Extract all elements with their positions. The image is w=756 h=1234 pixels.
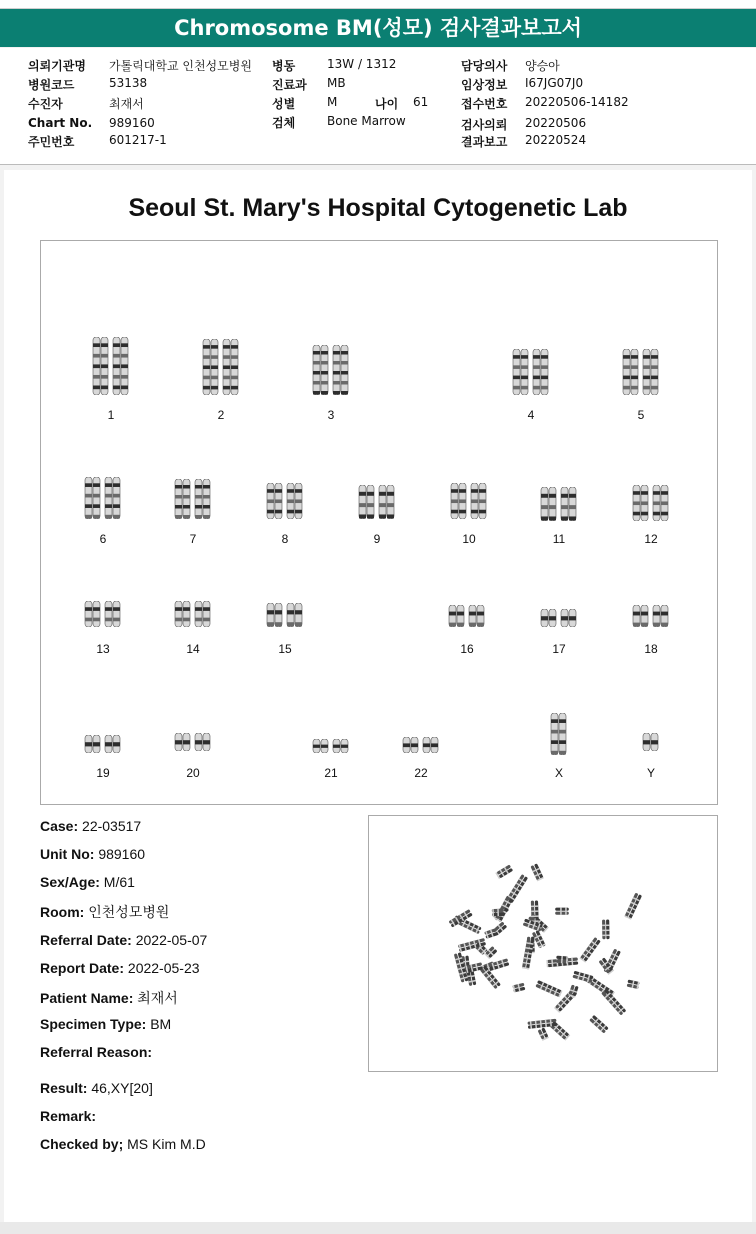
chromosome-number: 13 [96,642,110,656]
chromosome-number: 12 [644,532,658,546]
chromosome-number: 6 [99,532,107,546]
chromosome-pair-12 [621,485,681,546]
chromosome-image [631,605,671,627]
chromosome-number: 19 [96,766,110,780]
case-field-label: Remark: [40,1108,97,1124]
chromosome-pair-5 [611,349,671,422]
info-value: 989160 [109,116,155,130]
case-field-value: MS Kim M.D [123,1136,206,1152]
chromosome-image [539,609,579,627]
chromosome-pair-2 [191,339,251,422]
chromosome-image [83,601,123,627]
case-field-label: Sex/Age: [40,874,100,890]
chromosome-pair-7 [163,479,223,546]
chromosome-pair-1 [81,337,141,422]
case-field-label: Result: [40,1080,88,1096]
case-field-value: 인천성모병원 [84,904,170,920]
chromosome-image [539,487,579,521]
info-label: 진료과 [272,78,307,92]
metaphase-image-panel [368,815,718,1072]
case-field-value: 최재서 [133,990,178,1006]
info-value: 61 [413,95,429,109]
chromosome-number: 21 [324,766,338,780]
info-label: 병원코드 [28,78,75,92]
info-value: 53138 [109,76,148,90]
chromosome-pair-14 [163,601,223,656]
info-value: MB [327,76,346,90]
chromosome-image [511,349,551,395]
info-value: 13W / 1312 [327,57,397,71]
chromosome-image [311,739,351,753]
case-field-value: 2022-05-07 [131,932,208,948]
chromosome-number: 22 [414,766,428,780]
chromosome-number: 4 [527,408,535,422]
chromosome-number: 14 [186,642,200,656]
chromosome-number: 7 [189,532,197,546]
info-label: 담당의사 [461,59,508,73]
info-value: 가톨릭대학교 인천성모병원 [109,59,252,73]
chromosome-image [83,477,123,519]
case-field [40,874,135,890]
chromosome-number: 17 [552,642,566,656]
info-label: 접수번호 [461,97,508,111]
chromosome-pair-13 [73,601,133,656]
chromosome-pair-8 [255,483,315,546]
chromosome-image [265,483,305,519]
info-value: 양승아 [525,59,560,73]
case-field-label: Checked by; [40,1136,124,1152]
chromosome-number: 16 [460,642,474,656]
chromosome-number: 9 [373,532,381,546]
info-value: 20220506 [525,116,587,130]
info-value: 20220524 [525,133,587,147]
report-banner: Chromosome BM(성모) 검사결과보고서 [0,9,756,47]
chromosome-pair-6 [73,477,133,546]
case-field-value: 46,XY[20] [87,1080,153,1096]
chromosome-image [539,713,579,755]
chromosome-image [631,733,671,751]
case-field [40,818,141,834]
case-field-label: Specimen Type: [40,1016,147,1032]
chromosome-number: 11 [552,532,566,546]
case-field-label: Unit No: [40,846,95,862]
info-label: 임상정보 [461,78,508,92]
case-field [40,988,178,1008]
chromosome-pair-10 [439,483,499,546]
case-field [40,1044,152,1060]
case-field [40,960,200,976]
info-value: I67JG07J0 [525,76,584,90]
top-strip [0,0,756,9]
case-field-value: 989160 [94,846,146,862]
info-value: 20220506-14182 [525,95,629,109]
info-value: 최재서 [109,97,144,111]
info-label: 검체 [272,116,296,130]
chromosome-number: 15 [278,642,292,656]
chromosome-number: X [554,766,563,780]
chromosome-image [173,733,213,751]
case-field-label: Patient Name: [40,990,134,1006]
chromosome-pair-16 [437,605,497,656]
chromosome-pair-3 [301,345,361,422]
chromosome-pair-18 [621,605,681,656]
case-field [40,1108,96,1124]
case-field-label: Room: [40,904,85,920]
chromosome-image [401,737,441,753]
chromosome-image [357,485,397,519]
lab-title: Seoul St. Mary's Hospital Cytogenetic Lab [128,194,628,222]
chromosome-image [91,337,131,395]
chromosome-pair-9 [347,485,407,546]
case-field-label: Report Date: [40,960,125,976]
chromosome-pair-15 [255,603,315,656]
info-label: 의뢰기관명 [28,59,86,73]
info-label: Chart No. [28,116,93,130]
karyotype-panel [40,240,718,805]
chromosome-image [265,603,305,627]
chromosome-number: 5 [637,408,645,422]
case-field-label: Referral Date: [40,932,132,948]
case-field [40,1016,171,1032]
chromosome-image [631,485,671,521]
info-value: Bone Marrow [327,114,406,128]
chromosome-pair-22 [391,737,451,780]
chromosome-image [447,605,487,627]
case-field [40,902,169,922]
info-value: 601217-1 [109,133,167,147]
chromosome-pair-y [621,733,681,780]
chromosome-image [83,735,123,753]
chromosome-number: 3 [327,408,335,422]
info-label: 주민번호 [28,135,75,149]
info-label: 병동 [272,59,296,73]
chromosome-pair-21 [301,739,361,780]
chromosome-pair-4 [501,349,561,422]
chromosome-pair-17 [529,609,589,656]
case-field-value: 2022-05-23 [124,960,200,976]
report-sheet [4,170,752,1222]
patient-info-panel [0,48,756,165]
bottom-strip [0,1222,756,1234]
chromosome-number: 10 [462,532,476,546]
case-field-label: Referral Reason: [40,1044,153,1060]
chromosome-image [449,483,489,519]
chromosome-number: 8 [281,532,289,546]
chromosome-image [311,345,351,395]
case-field-label: Case: [40,818,79,834]
chromosome-number: 2 [217,408,225,422]
chromosome-image [173,479,213,519]
chromosome-number: 18 [644,642,658,656]
chromosome-pair-11 [529,487,589,546]
chromosome-image [201,339,241,395]
case-field [40,1080,153,1096]
chromosome-image [173,601,213,627]
case-field [40,1136,206,1152]
info-value: M [327,95,338,109]
info-label: 결과보고 [461,135,508,149]
info-label: 수진자 [28,97,63,111]
chromosome-pair-x [529,713,589,780]
chromosome-pair-19 [73,735,133,780]
case-field [40,846,145,862]
chromosome-pair-20 [163,733,223,780]
chromosome-number: 20 [186,766,200,780]
case-field-value: BM [146,1016,172,1032]
info-label: 검사의뢰 [461,118,508,132]
chromosome-number: 1 [107,408,115,422]
chromosome-number: Y [646,766,655,780]
case-field [40,932,207,948]
info-label: 나이 [375,97,399,111]
case-field-value: M/61 [99,874,135,890]
chromosome-image [621,349,661,395]
info-label: 성별 [272,97,296,111]
case-field-value: 22-03517 [78,818,142,834]
metaphase-spread-image [369,816,717,1071]
